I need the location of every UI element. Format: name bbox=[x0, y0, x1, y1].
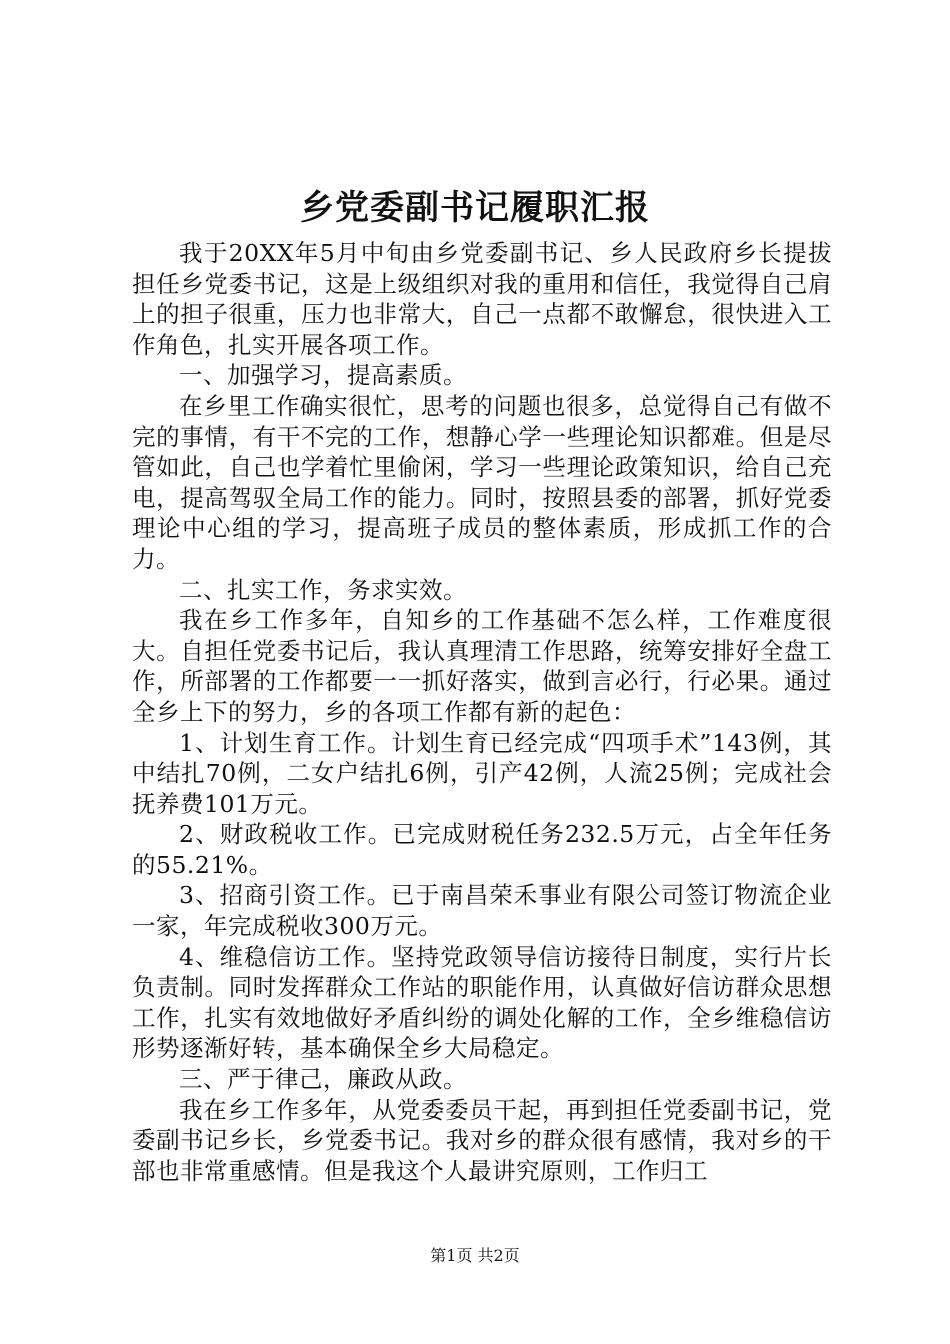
paragraph-integrity: 我在乡工作多年，从党委委员干起，再到担任党委副书记，党委副书记乡长，乡党委书记。我对乡的群众很有感情，我对乡的干部也非常重感情。但是我这个人最讲究原则，工作归工 bbox=[132, 1095, 832, 1185]
section-heading-2: 二、扎实工作，务求实效。 bbox=[179, 575, 467, 604]
list-item-family-planning: 1、计划生育工作。计划生育已经完成“四项手术”143例，其中结扎70例，二女户结扎6例，引产42例，人流25例；完成社会抚养费101万元。 bbox=[132, 728, 832, 818]
document-title: 乡党委副书记履职汇报 bbox=[300, 188, 650, 228]
paragraph-intro: 我于20XX年5月中旬由乡党委副书记、乡人民政府乡长提拔担任乡党委书记，这是上级组织对我的重用和信任，我觉得自己肩上的担子很重，压力也非常大，自己一点都不敢懈怠，很快进入工作角色，扎实开展各项工作。 bbox=[132, 239, 832, 359]
list-item-finance-tax: 2、财政税收工作。已完成财税任务232.5万元，占全年任务的55.21%。 bbox=[132, 820, 832, 879]
list-item-stability: 4、维稳信访工作。坚持党政领导信访接待日制度，实行片长负责制。同时发挥群众工作站的职能作用，认真做好信访群众思想工作，扎实有效地做好矛盾纠纷的调处化解的工作，全乡维稳信访形势逐渐好转，基本确保全乡大局稳定。 bbox=[132, 942, 832, 1063]
section-heading-3: 三、严于律己，廉政从政。 bbox=[179, 1065, 467, 1094]
paragraph-study: 在乡里工作确实很忙，思考的问题也很多，总觉得自己有做不完的事情，有干不完的工作，想静心学一些理论知识都难。但是尽管如此，自己也学着忙里偷闲，学习一些理论政策知识，给自己充电，提高驾驭全局工作的能力。同时，按照县委的部署，抓好党委理论中心组的学习，提高班子成员的整体素质，形成抓工作的合力。 bbox=[132, 391, 832, 573]
section-heading-1: 一、加强学习，提高素质。 bbox=[179, 361, 467, 390]
paragraph-work: 我在乡工作多年，自知乡的工作基础不怎么样，工作难度很大。自担任党委书记后，我认真理清工作思路，统筹安排好全盘工作，所部署的工作都要一一抓好落实，做到言必行，行必果。通过全乡上下的努力，乡的各项工作都有新的起色： bbox=[132, 606, 832, 726]
page-number-footer: 第1页 共2页 bbox=[430, 1246, 520, 1265]
document-body bbox=[132, 238, 832, 1186]
list-item-investment: 3、招商引资工作。已于南昌荣禾事业有限公司签订物流企业一家，年完成税收300万元。 bbox=[132, 881, 832, 941]
